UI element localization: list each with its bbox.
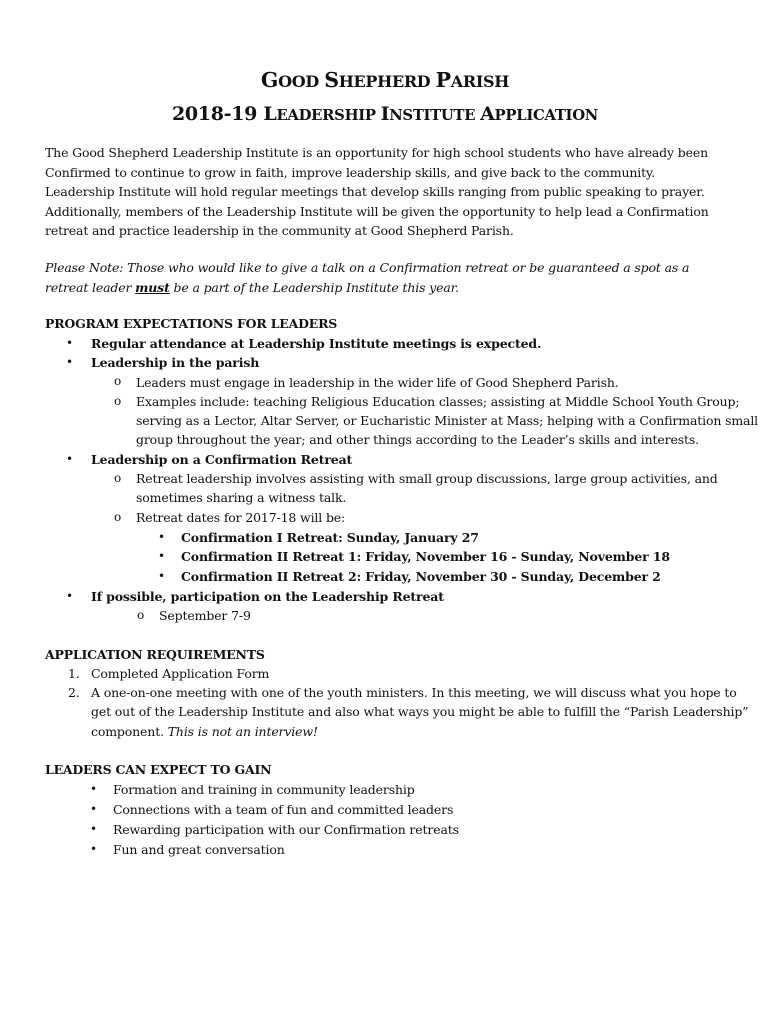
retreat-date: Confirmation II Retreat 2: Friday, November 30 - Sunday, December 2: [181, 569, 661, 584]
program-subitem: Retreat dates for 2017-18 will be:: [136, 510, 346, 525]
title-text: OOD: [278, 72, 325, 91]
intro-paragraph: The Good Shepherd Leadership Institute is an opportunity for high school students who have already been Confirmed to continue to grow in faith, improve leadership skills, and give back to the community. Leadership Institute will hold regular meetings that develop skills ranging from public speaking to prayer. Additionally, members of the Leadership Institute will be given the opportunity to help lead a Confirmation retreat and practice leadership in the community at Good Shepherd Parish.: [45, 145, 709, 238]
requirement-item: Completed Application Form: [91, 666, 270, 681]
bullet-icon: •: [158, 569, 166, 583]
program-heading: PROGRAM EXPECTATIONS FOR LEADERS: [45, 316, 338, 331]
program-subitem-continued: serving as a Lector, Altar Server, or Eucharistic Minister at Mass; helping with a Confirmation small: [136, 413, 759, 428]
application-title: [0, 103, 770, 125]
title-text: I: [380, 103, 390, 125]
requirement-item-continued: [91, 722, 318, 742]
program-subitem-continued: group throughout the year; and other things according to the Leader’s skills and interests.: [136, 432, 699, 447]
gain-item: Connections with a team of fun and committed leaders: [113, 802, 454, 817]
requirement-item-continued: get out of the Leadership Institute and also what ways you might be able to fulfill the “Parish Leadership”: [91, 704, 749, 719]
gain-heading: LEADERS CAN EXPECT TO GAIN: [45, 762, 272, 777]
title-text: G: [260, 68, 279, 92]
note-text: be a part of the Leadership Institute this year.: [169, 279, 459, 295]
title-text: EADERSHIP: [276, 107, 381, 124]
bullet-icon: •: [158, 549, 166, 563]
title-text: L: [263, 103, 277, 125]
bullet-icon: •: [90, 782, 98, 796]
title-text: PPLICATION: [494, 107, 599, 124]
gain-item: Rewarding participation with our Confirmation retreats: [113, 822, 459, 837]
program-subitem: Retreat leadership involves assisting with small group discussions, large group activities, and: [136, 471, 718, 486]
please-note-paragraph: [45, 258, 725, 297]
title-text: P: [435, 68, 451, 92]
program-item: If possible, participation on the Leadership Retreat: [91, 589, 444, 604]
program-subitem: Examples include: teaching Religious Education classes; assisting at Middle School Youth Group;: [136, 394, 740, 409]
gain-item: Fun and great conversation: [113, 842, 285, 857]
program-subitem: September 7-9: [159, 608, 251, 623]
bullet-icon: •: [66, 336, 74, 350]
circle-bullet-icon: o: [114, 471, 122, 485]
gain-item: Formation and training in community leadership: [113, 782, 415, 797]
title-text: ARISH: [450, 72, 510, 91]
bullet-icon: •: [90, 822, 98, 836]
circle-bullet-icon: o: [114, 510, 122, 524]
retreat-date: Confirmation I Retreat: Sunday, January 27: [181, 530, 479, 545]
circle-bullet-icon: o: [137, 608, 145, 622]
list-number: 1.: [68, 666, 80, 681]
bullet-icon: •: [66, 355, 74, 369]
program-item: Leadership on a Confirmation Retreat: [91, 452, 353, 467]
requirement-item: A one-on-one meeting with one of the youth ministers. In this meeting, we will discuss what you hope to: [91, 685, 737, 700]
title-text: NSTITUTE: [389, 107, 481, 124]
list-number: 2.: [68, 685, 80, 700]
requirement-text: component.: [91, 724, 168, 739]
bullet-icon: •: [66, 452, 74, 466]
note-text: Please Note: Those who would like to give a talk on a Confirmation retreat or be guaranteed a spot as a retreat leader: [45, 260, 690, 295]
circle-bullet-icon: o: [114, 394, 122, 408]
note-emphasis: must: [135, 279, 170, 295]
bullet-icon: •: [90, 802, 98, 816]
bullet-icon: •: [158, 530, 166, 544]
program-item: Regular attendance at Leadership Institute meetings is expected.: [91, 336, 542, 351]
program-item: Leadership in the parish: [91, 355, 260, 370]
program-subitem: Leaders must engage in leadership in the wider life of Good Shepherd Parish.: [136, 375, 619, 390]
requirement-emphasis: This is not an interview!: [167, 724, 318, 739]
title-text: 2018-19: [171, 103, 264, 125]
requirements-heading: APPLICATION REQUIREMENTS: [45, 647, 265, 662]
bullet-icon: •: [90, 842, 98, 856]
parish-title: [0, 68, 770, 92]
title-text: S: [324, 68, 339, 92]
program-subitem-continued: sometimes sharing a witness talk.: [136, 490, 347, 505]
bullet-icon: •: [66, 589, 74, 603]
retreat-date: Confirmation II Retreat 1: Friday, November 16 - Sunday, November 18: [181, 549, 670, 564]
title-text: HEPHERD: [338, 72, 436, 91]
title-text: A: [480, 103, 495, 125]
circle-bullet-icon: o: [114, 374, 122, 388]
